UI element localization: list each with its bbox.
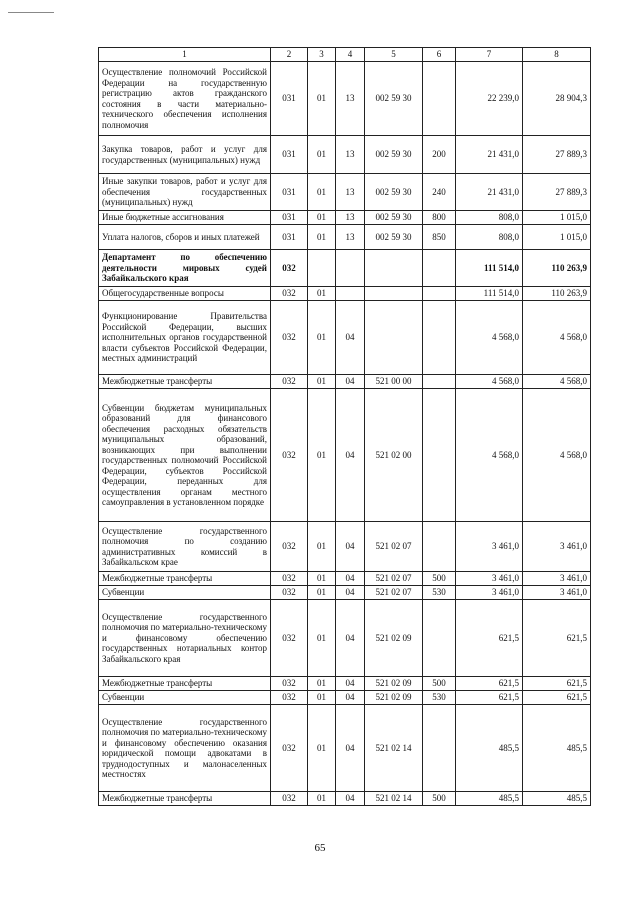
row-name: Иные закупки товаров, работ и услуг для обеспечения государственных (муниципальных) нужд [99, 174, 271, 211]
row-name: Закупка товаров, работ и услуг для государственных (муниципальных) нужд [99, 136, 271, 174]
table-row [99, 174, 591, 211]
cell-target-article: 521 02 14 [365, 792, 423, 806]
row-name: Уплата налогов, сборов и иных платежей [99, 225, 271, 250]
cell-amount-2015: 110 263,9 [523, 287, 591, 301]
cell-ministry-code: 031 [271, 62, 308, 136]
cell-expense-type: 200 [423, 136, 456, 174]
cell-amount-2015: 1 015,0 [523, 225, 591, 250]
cell-amount-2014: 4 568,0 [456, 389, 523, 522]
table-row [99, 691, 591, 705]
cell-ministry-code: 032 [271, 389, 308, 522]
page-number: 65 [314, 842, 326, 854]
cell-subsection: 04 [336, 691, 365, 705]
table-row [99, 301, 591, 375]
cell-ministry-code: 032 [271, 600, 308, 677]
cell-section: 01 [308, 792, 336, 806]
row-name: Межбюджетные трансферты [99, 572, 271, 586]
cell-expense-type [423, 250, 456, 287]
cell-section: 01 [308, 225, 336, 250]
cell-expense-type: 240 [423, 174, 456, 211]
cell-subsection: 04 [336, 375, 365, 389]
cell-expense-type: 800 [423, 211, 456, 225]
cell-expense-type: 850 [423, 225, 456, 250]
cell-subsection: 04 [336, 301, 365, 375]
cell-target-article: 521 02 07 [365, 586, 423, 600]
cell-amount-2015: 485,5 [523, 792, 591, 806]
cell-amount-2015: 28 904,3 [523, 62, 591, 136]
cell-amount-2014: 621,5 [456, 691, 523, 705]
cell-expense-type: 500 [423, 792, 456, 806]
cell-ministry-code: 032 [271, 677, 308, 691]
cell-amount-2015: 27 889,3 [523, 174, 591, 211]
cell-amount-2014: 485,5 [456, 792, 523, 806]
table-row [99, 792, 591, 806]
cell-subsection [336, 287, 365, 301]
row-name: Осуществление государственного полномочия по созданию административных комиссий в Забайкальском крае [99, 522, 271, 572]
table-row [99, 375, 591, 389]
cell-section: 01 [308, 389, 336, 522]
cell-section: 01 [308, 375, 336, 389]
cell-subsection: 04 [336, 389, 365, 522]
page-body [98, 47, 590, 806]
cell-expense-type [423, 705, 456, 792]
cell-amount-2014: 3 461,0 [456, 572, 523, 586]
cell-section: 01 [308, 287, 336, 301]
table-row [99, 522, 591, 572]
cell-ministry-code: 032 [271, 287, 308, 301]
cell-ministry-code: 032 [271, 691, 308, 705]
row-name: Иные бюджетные ассигнования [99, 211, 271, 225]
cell-subsection: 04 [336, 600, 365, 677]
cell-target-article [365, 287, 423, 301]
header-cell: 8 [523, 48, 591, 62]
cell-expense-type [423, 301, 456, 375]
cell-amount-2014: 485,5 [456, 705, 523, 792]
cell-amount-2015: 4 568,0 [523, 301, 591, 375]
cell-section [308, 250, 336, 287]
cell-section: 01 [308, 301, 336, 375]
row-name: Межбюджетные трансферты [99, 375, 271, 389]
row-name: Субвенции бюджетам муниципальных образований для финансового обеспечения расходных обязательств муниципальных образований, возникающих при выполнении государственных полномочий Российской Федерации, субъектов Российской Федерации, переданных для осуществления органам местного самоуправления в установленном порядке [99, 389, 271, 522]
cell-amount-2014: 621,5 [456, 600, 523, 677]
row-name: Межбюджетные трансферты [99, 792, 271, 806]
cell-target-article: 002 59 30 [365, 225, 423, 250]
cell-section: 01 [308, 705, 336, 792]
cell-section: 01 [308, 211, 336, 225]
cell-amount-2015: 621,5 [523, 677, 591, 691]
cell-target-article: 521 02 09 [365, 677, 423, 691]
row-name: Общегосударственные вопросы [99, 287, 271, 301]
top-rule [8, 12, 54, 13]
cell-ministry-code: 032 [271, 792, 308, 806]
table-row [99, 389, 591, 522]
cell-amount-2015: 485,5 [523, 705, 591, 792]
cell-amount-2014: 4 568,0 [456, 301, 523, 375]
row-name: Функционирование Правительства Российской Федерации, высших исполнительных органов государственной власти субъектов Российской Федерации, местных администраций [99, 301, 271, 375]
cell-amount-2014: 808,0 [456, 211, 523, 225]
table-row [99, 586, 591, 600]
cell-amount-2014: 808,0 [456, 225, 523, 250]
row-name: Субвенции [99, 586, 271, 600]
cell-target-article: 521 02 07 [365, 522, 423, 572]
cell-amount-2014: 4 568,0 [456, 375, 523, 389]
row-name: Субвенции [99, 691, 271, 705]
cell-subsection: 04 [336, 677, 365, 691]
header-cell: 1 [99, 48, 271, 62]
cell-ministry-code: 032 [271, 522, 308, 572]
cell-expense-type: 500 [423, 572, 456, 586]
cell-expense-type: 530 [423, 691, 456, 705]
header-cell: 2 [271, 48, 308, 62]
table-row [99, 225, 591, 250]
cell-amount-2014: 3 461,0 [456, 586, 523, 600]
header-cell: 5 [365, 48, 423, 62]
cell-amount-2014: 111 514,0 [456, 287, 523, 301]
cell-section: 01 [308, 600, 336, 677]
cell-section: 01 [308, 691, 336, 705]
cell-amount-2015: 4 568,0 [523, 389, 591, 522]
cell-amount-2014: 21 431,0 [456, 174, 523, 211]
cell-subsection: 13 [336, 174, 365, 211]
cell-ministry-code: 031 [271, 225, 308, 250]
cell-ministry-code: 032 [271, 705, 308, 792]
row-name: Департамент по обеспечению деятельности мировых судей Забайкальского края [99, 250, 271, 287]
cell-target-article: 002 59 30 [365, 211, 423, 225]
row-name: Осуществление государственного полномочия по материально-техническому и финансовому обеспечению государственных нотариальных контор Забайкальского края [99, 600, 271, 677]
cell-amount-2014: 111 514,0 [456, 250, 523, 287]
cell-ministry-code: 031 [271, 136, 308, 174]
cell-subsection: 13 [336, 225, 365, 250]
cell-expense-type: 530 [423, 586, 456, 600]
table-row [99, 62, 591, 136]
header-cell: 4 [336, 48, 365, 62]
header-cell: 3 [308, 48, 336, 62]
budget-table [98, 47, 591, 806]
cell-ministry-code: 031 [271, 211, 308, 225]
table-row [99, 287, 591, 301]
cell-amount-2015: 4 568,0 [523, 375, 591, 389]
cell-target-article: 002 59 30 [365, 136, 423, 174]
cell-amount-2015: 3 461,0 [523, 586, 591, 600]
cell-section: 01 [308, 136, 336, 174]
table-row [99, 211, 591, 225]
cell-amount-2015: 3 461,0 [523, 522, 591, 572]
cell-amount-2015: 1 015,0 [523, 211, 591, 225]
cell-subsection [336, 250, 365, 287]
row-name: Осуществление полномочий Российской Федерации на государственную регистрацию актов гражданского состояния в части материально-технического обеспечения исполнения полномочия [99, 62, 271, 136]
header-row [99, 48, 591, 62]
cell-target-article [365, 250, 423, 287]
cell-expense-type [423, 62, 456, 136]
header-cell: 7 [456, 48, 523, 62]
table-row [99, 705, 591, 792]
cell-amount-2015: 110 263,9 [523, 250, 591, 287]
cell-expense-type [423, 375, 456, 389]
table-row [99, 600, 591, 677]
cell-amount-2015: 621,5 [523, 600, 591, 677]
cell-ministry-code: 032 [271, 375, 308, 389]
cell-section: 01 [308, 174, 336, 211]
cell-amount-2014: 3 461,0 [456, 522, 523, 572]
cell-amount-2014: 621,5 [456, 677, 523, 691]
cell-expense-type [423, 522, 456, 572]
cell-expense-type [423, 600, 456, 677]
cell-target-article: 521 02 14 [365, 705, 423, 792]
cell-expense-type: 500 [423, 677, 456, 691]
cell-subsection: 13 [336, 62, 365, 136]
cell-amount-2015: 3 461,0 [523, 572, 591, 586]
cell-subsection: 13 [336, 211, 365, 225]
cell-ministry-code: 032 [271, 586, 308, 600]
cell-section: 01 [308, 62, 336, 136]
cell-amount-2015: 27 889,3 [523, 136, 591, 174]
cell-target-article [365, 301, 423, 375]
cell-subsection: 04 [336, 572, 365, 586]
table-row [99, 250, 591, 287]
cell-subsection: 04 [336, 586, 365, 600]
cell-target-article: 521 02 09 [365, 691, 423, 705]
cell-expense-type [423, 389, 456, 522]
cell-ministry-code: 032 [271, 250, 308, 287]
cell-expense-type [423, 287, 456, 301]
cell-amount-2014: 21 431,0 [456, 136, 523, 174]
cell-target-article: 521 02 07 [365, 572, 423, 586]
table-row [99, 136, 591, 174]
cell-target-article: 521 00 00 [365, 375, 423, 389]
cell-target-article: 521 02 00 [365, 389, 423, 522]
cell-subsection: 04 [336, 792, 365, 806]
table-row [99, 572, 591, 586]
cell-section: 01 [308, 677, 336, 691]
cell-subsection: 13 [336, 136, 365, 174]
table-row [99, 677, 591, 691]
row-name: Осуществление государственного полномочия по материально-техническому и финансовому обеспечению оказания юридической помощи адвокатами в труднодоступных и малонаселенных местностях [99, 705, 271, 792]
header-cell: 6 [423, 48, 456, 62]
cell-ministry-code: 031 [271, 174, 308, 211]
cell-subsection: 04 [336, 522, 365, 572]
cell-ministry-code: 032 [271, 301, 308, 375]
row-name: Межбюджетные трансферты [99, 677, 271, 691]
cell-ministry-code: 032 [271, 572, 308, 586]
cell-target-article: 002 59 30 [365, 174, 423, 211]
cell-amount-2015: 621,5 [523, 691, 591, 705]
cell-section: 01 [308, 572, 336, 586]
cell-target-article: 521 02 09 [365, 600, 423, 677]
cell-subsection: 04 [336, 705, 365, 792]
cell-amount-2014: 22 239,0 [456, 62, 523, 136]
cell-section: 01 [308, 586, 336, 600]
cell-section: 01 [308, 522, 336, 572]
cell-target-article: 002 59 30 [365, 62, 423, 136]
